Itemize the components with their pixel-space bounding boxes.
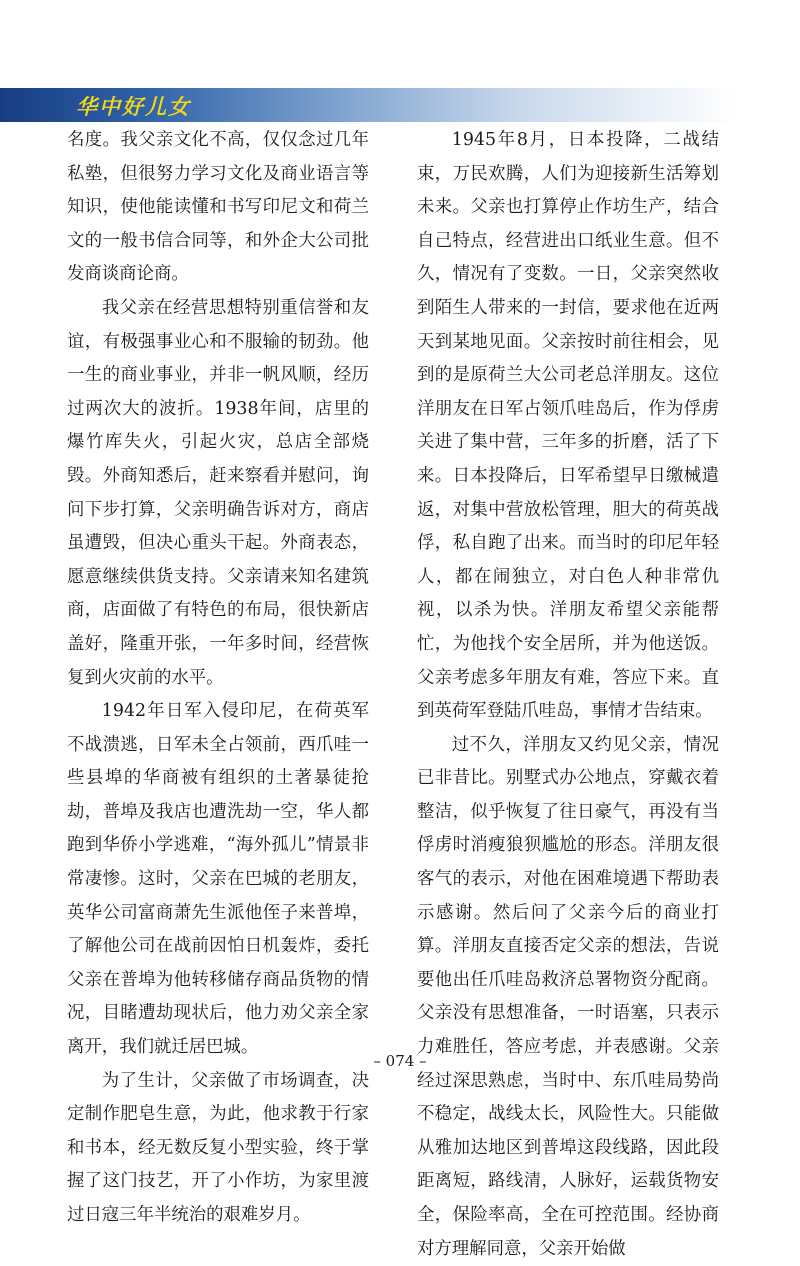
paragraph: 1942年日军入侵印尼，在荷英军不战溃逃，日军未全占领前，西爪哇一些县埠的华商被有组织的土著暴徒抢劫，普埠及我店也遭洗劫一空，华人都跑到华侨小学逃难，“海外孤儿”情景非常凄惨。这时，父亲在巴城的老朋友，英华公司富商萧先生派他侄子来普埠，了解他公司在战前因怕日机轰炸，委托父亲在普埠为他转移储存商品货物的情况，目睹遭劫现状后，他力劝父亲全家离开，我们就迁居巴城。 [67, 701, 369, 1058]
paragraph: 名度。我父亲文化不高，仅仅念过几年私塾，但很努力学习文化及商业语言等知识，使他能读懂和书写印尼文和荷兰文的一般书信合同等，和外企大公司批发商谈商论商。 [67, 130, 369, 285]
page-number: – 074 – [373, 1052, 427, 1070]
right-column [417, 124, 719, 1266]
header-title: 华中好儿女 [76, 95, 191, 119]
paragraph: 为了生计，父亲做了市场调查，决定制作肥皂生意，为此，他求教于行家和书本，经无数反复小型实验，终于掌握了这门技艺，开了小作坊，为家里渡过日寇三年半统治的艰难岁月。 [67, 1070, 369, 1225]
paragraph: 1945年8月，日本投降，二战结束，万民欢腾，人们为迎接新生活筹划未来。父亲也打算停止作坊生产，结合自己特点，经营进出口纸业生意。但不久，情况有了变数。一日，父亲突然收到陌生人带来的一封信，要求他在近两天到某地见面。父亲按时前往相会，见到的是原荷兰大公司老总洋朋友。这位洋朋友在日军占领爪哇岛后，作为俘虏关进了集中营，三年多的折磨，活了下来。日本投降后，日军希望早日缴械遣返，对集中营放松管理，胆大的荷英战俘，私自跑了出来。而当时的印尼年轻人，都在闹独立，对白色人种非常仇视，以杀为快。洋朋友希望父亲能帮忙，为他找个安全居所，并为他送饭。父亲考虑多年朋友有难，答应下来。直到英荷军登陆爪哇岛，事情才告结束。 [417, 130, 719, 722]
paragraph: 我父亲在经营思想特别重信誉和友谊，有极强事业心和不服输的韧劲。他一生的商业事业，并非一帆风顺，经历过两次大的波折。1938年间，店里的爆竹库失火，引起火灾，总店全部烧毁。外商知悉后，赶来察看并慰问，询问下步打算，父亲明确告诉对方，商店虽遭毁，但决心重头干起。外商表态，愿意继续供货支持。父亲请来知名建筑商，店面做了有特色的布局，很快新店盖好，隆重开张，一年多时间，经营恢复到火灾前的水平。 [67, 297, 369, 688]
paragraph: 过不久，洋朋友又约见父亲，情况已非昔比。别墅式办公地点，穿戴衣着整洁，似乎恢复了往日豪气，再没有当俘虏时消瘦狼狈尴尬的形态。洋朋友很客气的表示，对他在困难境遇下帮助表示感谢。然后问了父亲今后的商业打算。洋朋友直接否定父亲的想法，告说要他出任爪哇岛救济总署物资分配商。父亲没有思想准备，一时语塞，只表示力难胜任，答应考虑，并表感谢。父亲经过深思熟虑，当时中、东爪哇局势尚不稳定，战线太长，风险性大。只能做从雅加达地区到普埠这段线路，因此段距离短，路线清，人脉好，运载货物安全，保险率高，全在可控范围。经协商对方理解同意，父亲开始做 [417, 734, 719, 1259]
